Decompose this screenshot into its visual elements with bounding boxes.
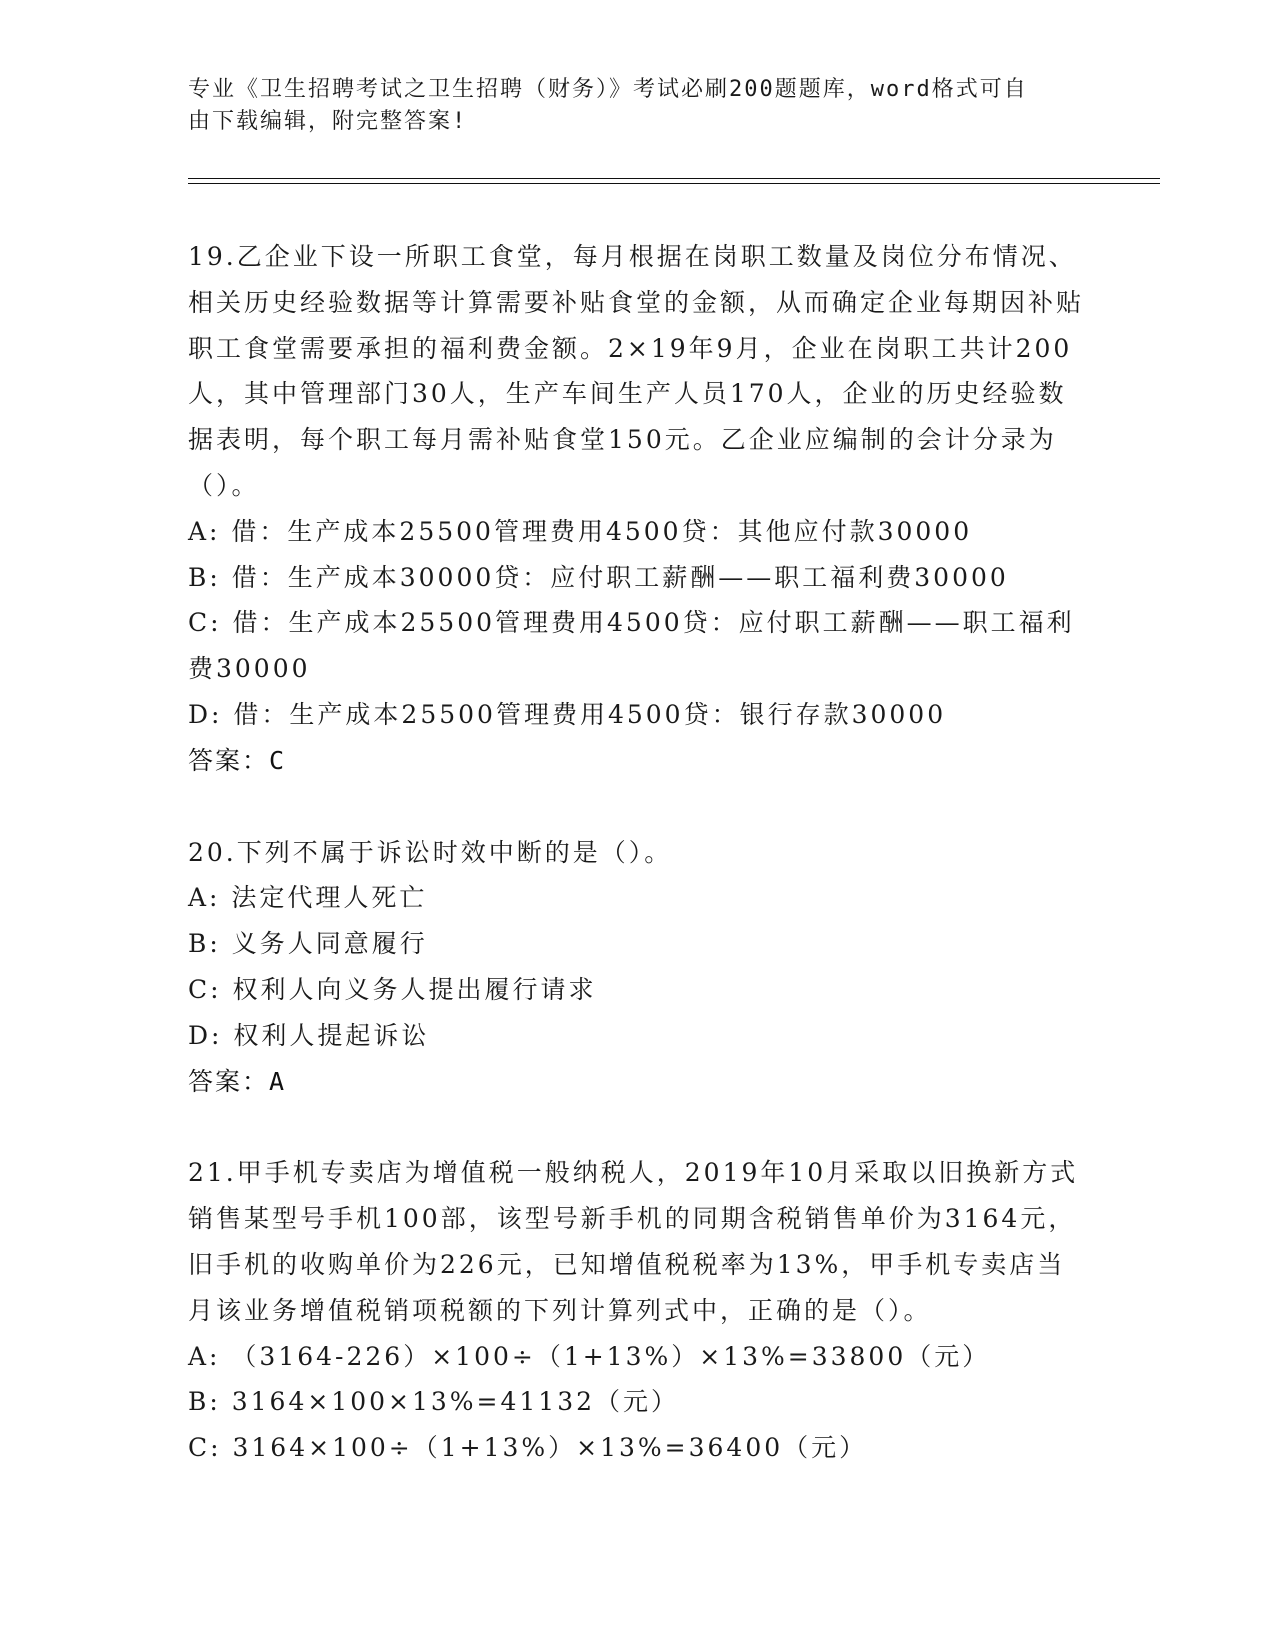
option-a: A: 法定代理人死亡 xyxy=(188,883,428,913)
answer-label: 答案：A xyxy=(188,1066,287,1096)
header-divider-bottom xyxy=(188,183,1160,184)
option-d: D: 权利人提起诉讼 xyxy=(188,1020,430,1050)
option-c: C: 权利人向义务人提出履行请求 xyxy=(188,974,597,1004)
question-list xyxy=(188,234,1088,1517)
question-stem: 21.甲手机专卖店为增值税一般纳税人，2019年10月采取以旧换新方式销售某型号手机100部，该型号新手机的同期含税销售单价为3164元，旧手机的收购单价为226元，已知增值税税率为13%，甲手机专卖店当月该业务增值税销项税额的下列计算列式中，正确的是（）。 xyxy=(188,1158,1079,1325)
header-line-2: 由下载编辑，附完整答案! xyxy=(188,109,468,134)
option-a: A: （3164-226）×100÷（1+13%）×13%=33800（元） xyxy=(188,1341,991,1371)
question-20 xyxy=(188,830,1088,1105)
header-line-1: 专业《卫生招聘考试之卫生招聘（财务）》考试必刷200题题库，word格式可自 xyxy=(188,77,1028,102)
option-c: C: 3164×100÷（1+13%）×13%=36400（元） xyxy=(188,1433,868,1463)
question-21 xyxy=(188,1150,1088,1471)
option-c: C: 借：生产成本25500管理费用4500贷：应付职工薪酬——职工福利费30000 xyxy=(188,608,1075,684)
document-header xyxy=(188,74,1068,138)
option-a: A: 借：生产成本25500管理费用4500贷：其他应付款30000 xyxy=(188,516,973,546)
question-stem: 19.乙企业下设一所职工食堂，每月根据在岗职工数量及岗位分布情况、相关历史经验数据等计算需要补贴食堂的金额，从而确定企业每期因补贴职工食堂需要承担的福利费金额。2×19年9月，企业在岗职工共计200人，其中管理部门30人，生产车间生产人员170人，企业的历史经验数据表明，每个职工每月需补贴食堂150元。乙企业应编制的会计分录为（）。 xyxy=(188,242,1085,500)
option-b: B: 义务人同意履行 xyxy=(188,929,428,959)
question-stem: 20.下列不属于诉讼时效中断的是（）。 xyxy=(188,837,673,867)
header-divider-top xyxy=(188,178,1160,179)
option-b: B: 3164×100×13%=41132（元） xyxy=(188,1387,680,1417)
option-b: B: 借：生产成本30000贷：应付职工薪酬——职工福利费30000 xyxy=(188,562,1009,592)
option-d: D: 借：生产成本25500管理费用4500贷：银行存款30000 xyxy=(188,699,947,729)
answer-label: 答案：C xyxy=(188,745,287,775)
question-19 xyxy=(188,234,1088,784)
